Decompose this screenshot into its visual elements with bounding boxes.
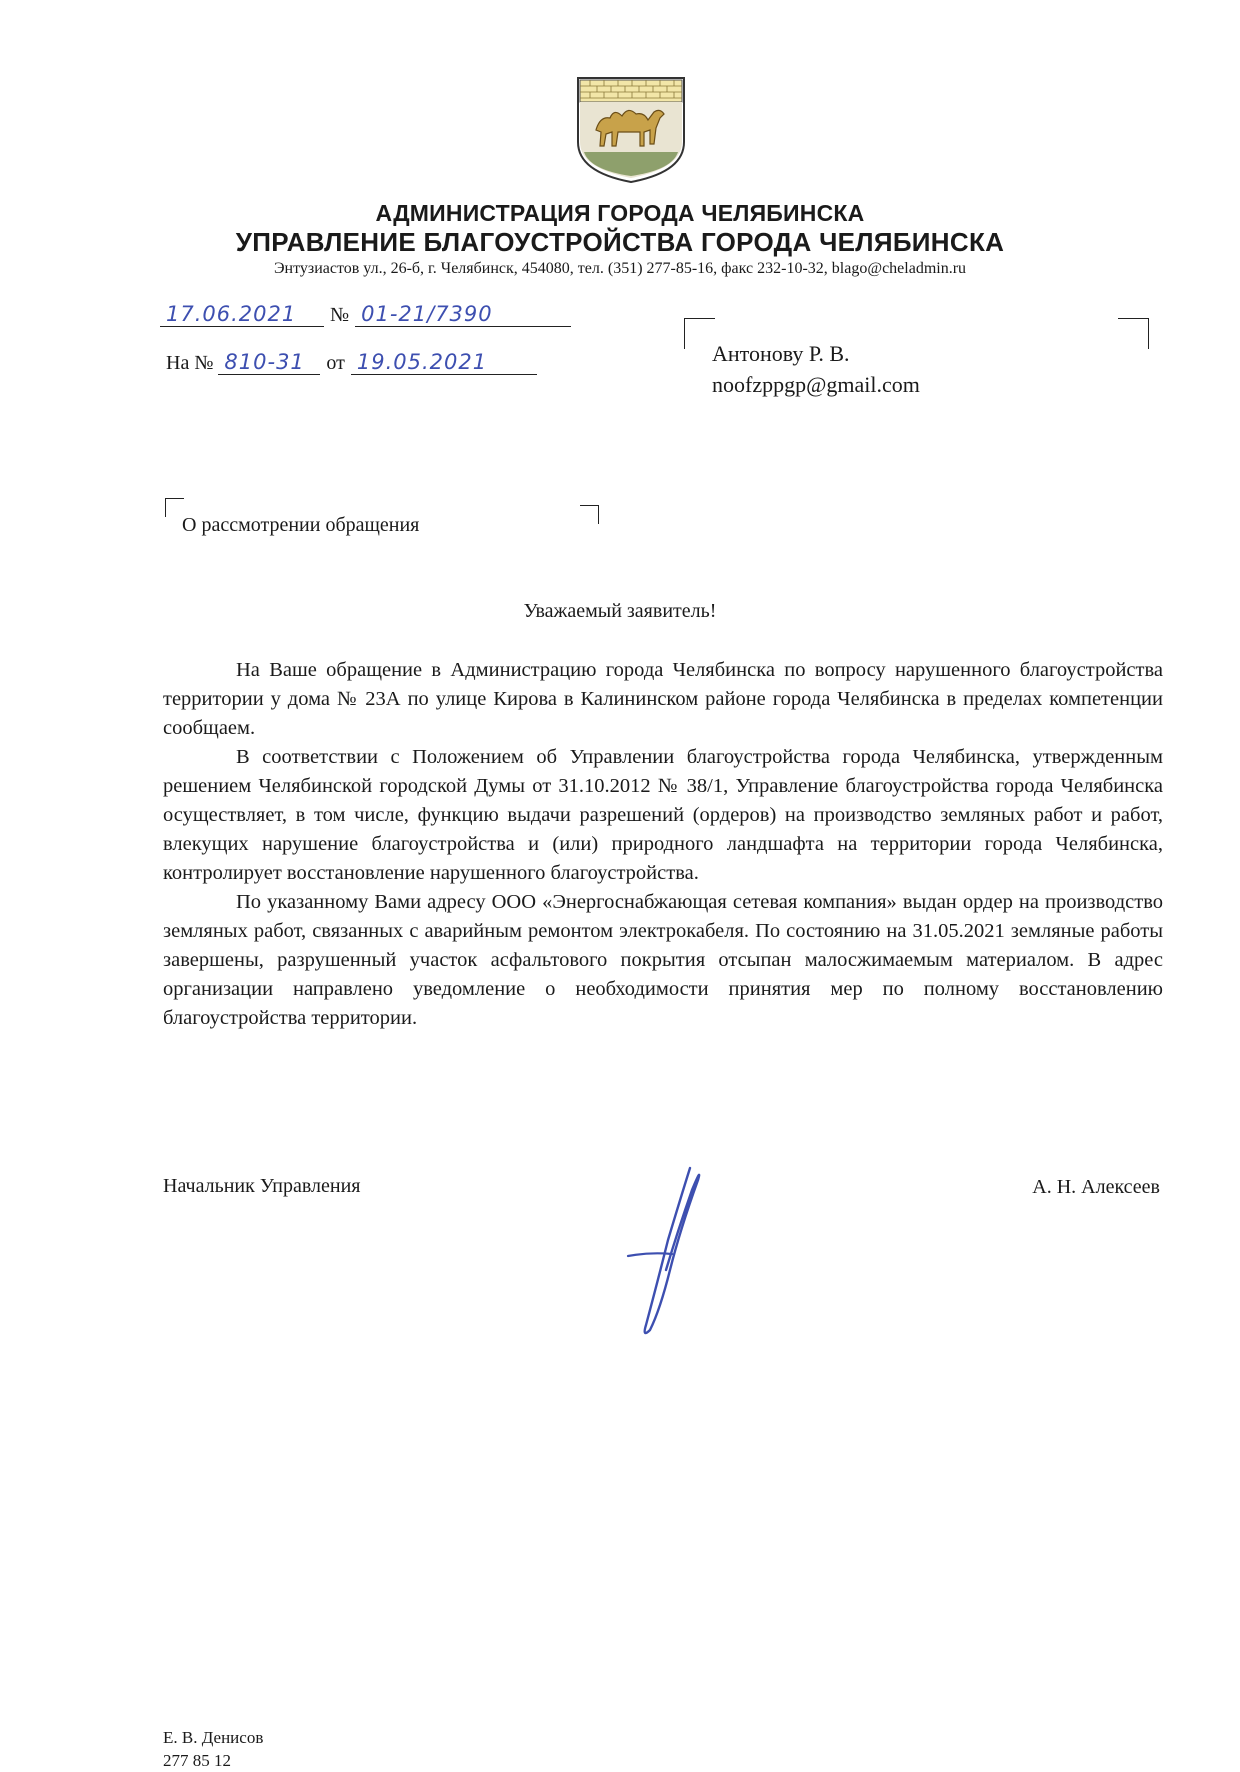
incoming-reference [166,350,537,375]
reference-date: 19.05.2021 [351,350,537,375]
executor-info [163,1726,263,1772]
body-paragraph: По указанному Вами адресу ООО «Энергоснабжающая сетевая компания» выдан ордер на производство земляных работ, связанных с аварийным ремонтом электрокабеля. По состоянию на 31.05.2021 земляные работы завершены, разрушенный участок асфальтового покрытия отсыпан малосжимаемым материалом. В адрес организации направлено уведомление о необходимости принятия мер по полному восстановлению благоустройства территории. [163,891,1163,1029]
letterhead-administration: АДМИНИСТРАЦИЯ ГОРОДА ЧЕЛЯБИНСКА [375,200,865,226]
addressee-corner-left [684,318,715,349]
reference-number: 810-31 [218,350,320,375]
reference-from-label: от [326,352,345,374]
addressee [712,338,920,400]
addressee-name: Антонову Р. В. [712,341,850,366]
body-paragraph: В соответствии с Положением об Управлении благоустройства города Челябинска, утвержденным решением Челябинской городской Думы от 31.10.2012 № 38/1, Управление благоустройства города Челябинска осуществляет, в том числе, функцию выдачи разрешений (ордеров) на производство земляных работ и работ, влекущих нарушение благоустройства и (или) природного ландшафта на территории города Челябинска, контролирует восстановление нарушенного благоустройства. [163,746,1163,884]
reference-label: На № [166,352,214,374]
letterhead-department: УПРАВЛЕНИЕ БЛАГОУСТРОЙСТВА ГОРОДА ЧЕЛЯБИНСКА [235,227,1005,257]
greeting: Уважаемый заявитель! [523,600,717,622]
handwritten-signature-icon [620,1160,730,1340]
addressee-email: noofzppgp@gmail.com [712,372,920,397]
body-paragraph: На Ваше обращение в Администрацию города Челябинска по вопросу нарушенного благоустройства территории у дома № 23А по улице Кирова в Калининском районе города Челябинска в пределах компетенции сообщаем. [163,659,1163,739]
signer-title: Начальник Управления [163,1175,361,1197]
outgoing-number: 01-21/7390 [355,302,571,327]
outgoing-registration [160,302,571,327]
signer-name: А. Н. Алексеев [1032,1176,1160,1198]
letter-subject: О рассмотрении обращения [182,514,420,536]
letterhead-address: Энтузиастов ул., 26-б, г. Челябинск, 454080, тел. (351) 277-85-16, факс 232-10-32, blago@cheladmin.ru [273,260,967,277]
letter-body [163,656,1163,1033]
outgoing-date: 17.06.2021 [160,302,324,327]
executor-phone: 277 85 12 [163,1751,231,1770]
executor-name: Е. В. Денисов [163,1728,264,1747]
city-coat-of-arms-icon [574,72,688,184]
number-label: № [330,304,350,326]
addressee-corner-right [1118,318,1149,349]
subject-corner-right [580,505,599,524]
